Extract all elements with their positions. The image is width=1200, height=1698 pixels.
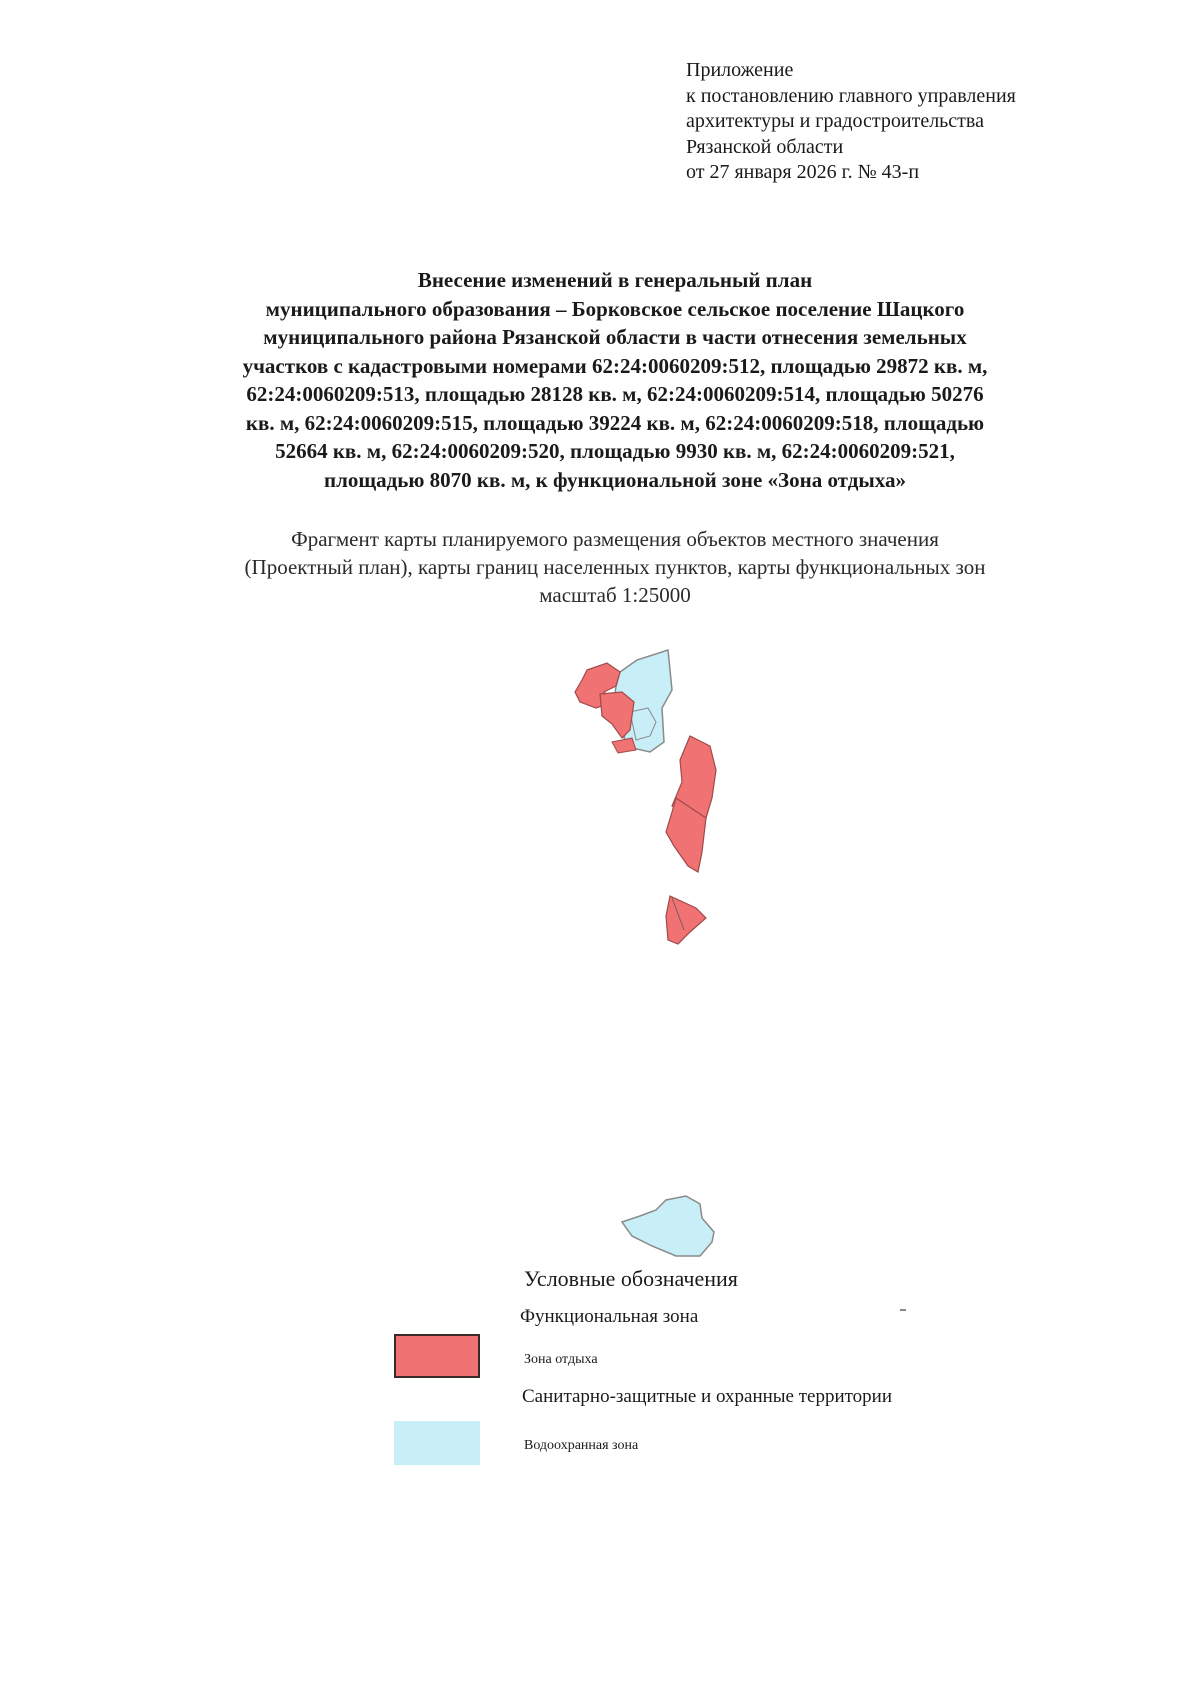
legend-swatch-water-zone [394, 1421, 480, 1465]
title-line: участков с кадастровыми номерами 62:24:0060209:512, площадью 29872 кв. м, [242, 353, 988, 378]
legend-tick-mark [900, 1309, 906, 1311]
title-line: кв. м, 62:24:0060209:515, площадью 39224 кв. м, 62:24:0060209:518, площадью [245, 410, 985, 435]
rest-zone-polygon-2 [600, 692, 634, 738]
legend-title: Условные обозначения [524, 1266, 738, 1291]
appendix-line: к постановлению главного управления [686, 84, 1016, 107]
appendix-line: архитектуры и градостроительства [686, 110, 984, 132]
legend-group-protection: Санитарно-защитные и охранные территории [522, 1386, 893, 1407]
appendix-line: Приложение [686, 59, 794, 81]
legend-swatch-rest-zone [394, 1334, 480, 1378]
title-line: 62:24:0060209:513, площадью 28128 кв. м, 62:24:0060209:514, площадью 50276 [246, 382, 984, 406]
title-line: муниципального образования – Борковское сельское поселение Шацкого [265, 296, 965, 321]
water-zone-polygon-south [622, 1196, 714, 1256]
title-line: 52664 кв. м, 62:24:0060209:520, площадью 9930 кв. м, 62:24:0060209:521, [275, 439, 955, 463]
rest-zone-polygon-3 [612, 738, 636, 753]
legend-label-water-zone: Водоохранная зона [524, 1438, 639, 1453]
appendix-line: Рязанской области [686, 135, 844, 158]
title-line: площадью 8070 кв. м, к функциональной зоне «Зона отдыха» [324, 467, 906, 492]
legend-group-functional: Функциональная зона [520, 1306, 699, 1327]
caption-line: масштаб 1:25000 [539, 583, 691, 607]
title-line: муниципального района Рязанской области в части отнесения земельных [263, 325, 967, 349]
rest-zone-polygon-6 [666, 896, 706, 944]
appendix-line: от 27 января 2026 г. № 43-п [686, 161, 920, 183]
title-line: Внесение изменений в генеральный план [417, 268, 813, 292]
legend-label-rest-zone: Зона отдыха [524, 1352, 598, 1367]
caption-line: (Проектный план), карты границ населенных пунктов, карты функциональных зон [244, 555, 986, 579]
caption-line: Фрагмент карты планируемого размещения объектов местного значения [291, 527, 939, 551]
